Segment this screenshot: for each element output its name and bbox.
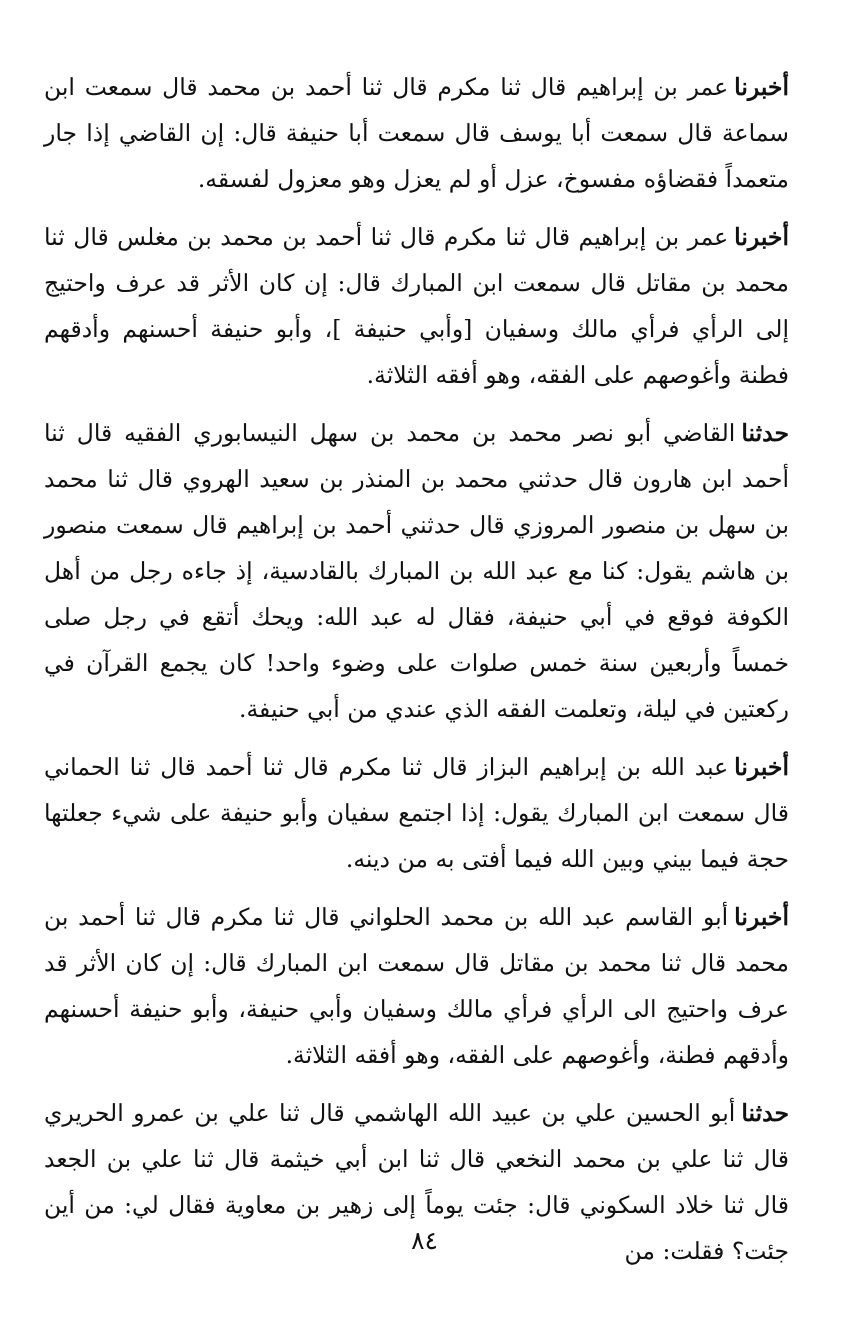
- paragraph-lead-word: حدثنا: [741, 419, 789, 447]
- paragraph-4: [44, 744, 789, 882]
- paragraph-lead-word: أخبرنا: [734, 223, 789, 251]
- paragraph-text: القاضي أبو نصر محمد بن محمد بن سهل النيسابوري الفقيه قال ثنا أحمد ابن هارون قال حدثني محمد بن المنذر بن سعيد الهروي قال ثنا محمد بن سهل بن منصور المروزي قال حدثني أحمد بن إبراهيم قال سمعت منصور بن هاشم يقول: كنا مع عبد الله بن المبارك بالقادسية، إذ جاءه رجل من أهل الكوفة فوقع في أبي حنيفة، فقال له عبد الله: ويحك أتقع في رجل صلى خمساً وأربعين سنة خمس صلوات على وضوء واحد! كان يجمع القرآن في ركعتين في ليلة، وتعلمت الفقه الذي عندي من أبي حنيفة.: [44, 419, 789, 723]
- paragraph-2: [44, 214, 789, 398]
- paragraph-text: عمر بن إبراهيم قال ثنا مكرم قال ثنا أحمد بن محمد بن مغلس قال ثنا محمد بن مقاتل قال سمعت ابن المبارك قال: إن كان الأثر قد عرف واحتيج إلى الرأي فرأي مالك وسفيان [وأبي حنيفة ]، وأبو حنيفة أحسنهم وأدقهم فطنة وأغوصهم على الفقه، وهو أفقه الثلاثة.: [44, 223, 789, 389]
- paragraph-text: عبد الله بن إبراهيم البزاز قال ثنا مكرم قال ثنا أحمد قال ثنا الحماني قال سمعت ابن المبارك يقول: إذا اجتمع سفيان وأبو حنيفة على شيء جعلتها حجة فيما بيني وبين الله فيما أفتى به من دينه.: [44, 753, 789, 873]
- paragraph-lead-word: أخبرنا: [734, 73, 789, 101]
- paragraph-1: [44, 64, 789, 202]
- paragraph-text: عمر بن إبراهيم قال ثنا مكرم قال ثنا أحمد بن محمد قال سمعت ابن سماعة قال سمعت أبا يوسف قال سمعت أبا حنيفة قال: إن القاضي إذا جار متعمداً فقضاؤه مفسوخ، عزل أو لم يعزل وهو معزول لفسقه.: [44, 73, 789, 193]
- paragraph-text: أبو القاسم عبد الله بن محمد الحلواني قال ثنا مكرم قال ثنا أحمد بن محمد قال ثنا محمد بن مقاتل قال سمعت ابن المبارك قال: إن كان الأثر قد عرف واحتيج الى الرأي فرأي مالك وسفيان وأبي حنيفة، وأبو حنيفة أحسنهم وأدقهم فطنة، وأغوصهم على الفقه، وهو أفقه الثلاثة.: [44, 903, 789, 1069]
- paragraph-3: [44, 410, 789, 732]
- page-body: [44, 64, 789, 1286]
- page-number: ٨٤: [411, 1226, 438, 1255]
- paragraph-lead-word: حدثنا: [741, 1099, 789, 1127]
- paragraph-lead-word: أخبرنا: [734, 903, 789, 931]
- paragraph-text: أبو الحسين علي بن عبيد الله الهاشمي قال ثنا علي بن عمرو الحريري قال ثنا علي بن محمد النخعي قال ثنا ابن أبي خيثمة قال ثنا علي بن الجعد قال ثنا خلاد السكوني قال: جئت يوماً إلى زهير بن معاوية فقال لي: من أين جئت؟ فقلت: من: [44, 1099, 789, 1265]
- paragraph-lead-word: أخبرنا: [734, 753, 789, 781]
- paragraph-5: [44, 894, 789, 1078]
